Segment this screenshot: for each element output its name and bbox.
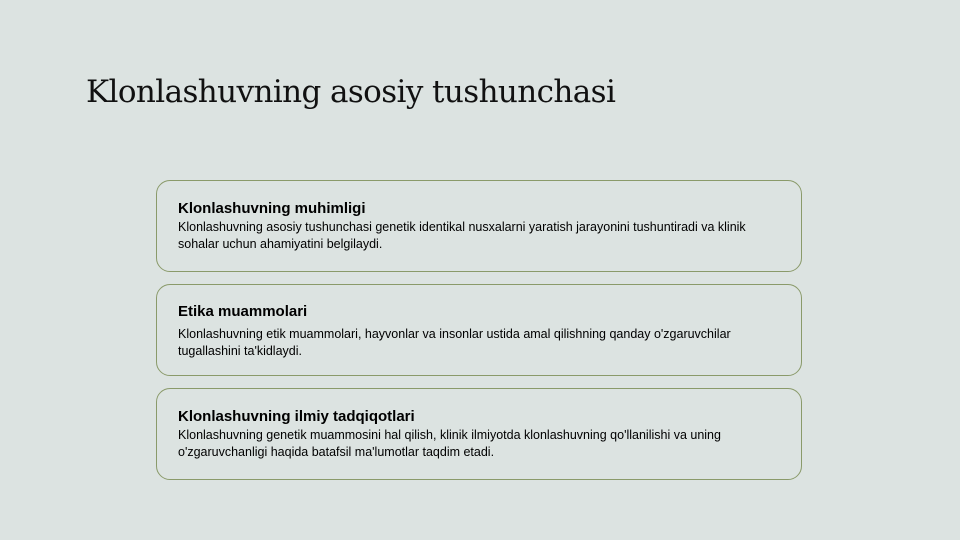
card-body: Klonlashuvning asosiy tushunchasi genetik identikal nusxalarni yaratish jarayonini tushuntiradi va klinik sohalar uchun ahamiyatini belgilaydi.: [178, 220, 746, 251]
card-body: Klonlashuvning genetik muammosini hal qilish, klinik ilmiyotda klonlashuvning qo'llanilishi va uning o'zgaruvchanligi haqida batafsil ma'lumotlar taqdim etadi.: [178, 428, 721, 459]
card-heading: Klonlashuvning muhimligi: [178, 200, 366, 217]
info-card-research: [156, 388, 802, 480]
card-heading: Klonlashuvning ilmiy tadqiqotlari: [178, 408, 415, 425]
slide-title: Klonlashuvning asosiy tushunchasi: [86, 74, 616, 110]
card-body: Klonlashuvning etik muammolari, hayvonlar va insonlar ustida amal qilishning qanday o'zgaruvchilar tugallashini ta'kidlaydi.: [178, 327, 731, 358]
info-card-importance: [156, 180, 802, 272]
info-card-ethics: [156, 284, 802, 376]
card-heading: Etika muammolari: [178, 303, 308, 320]
